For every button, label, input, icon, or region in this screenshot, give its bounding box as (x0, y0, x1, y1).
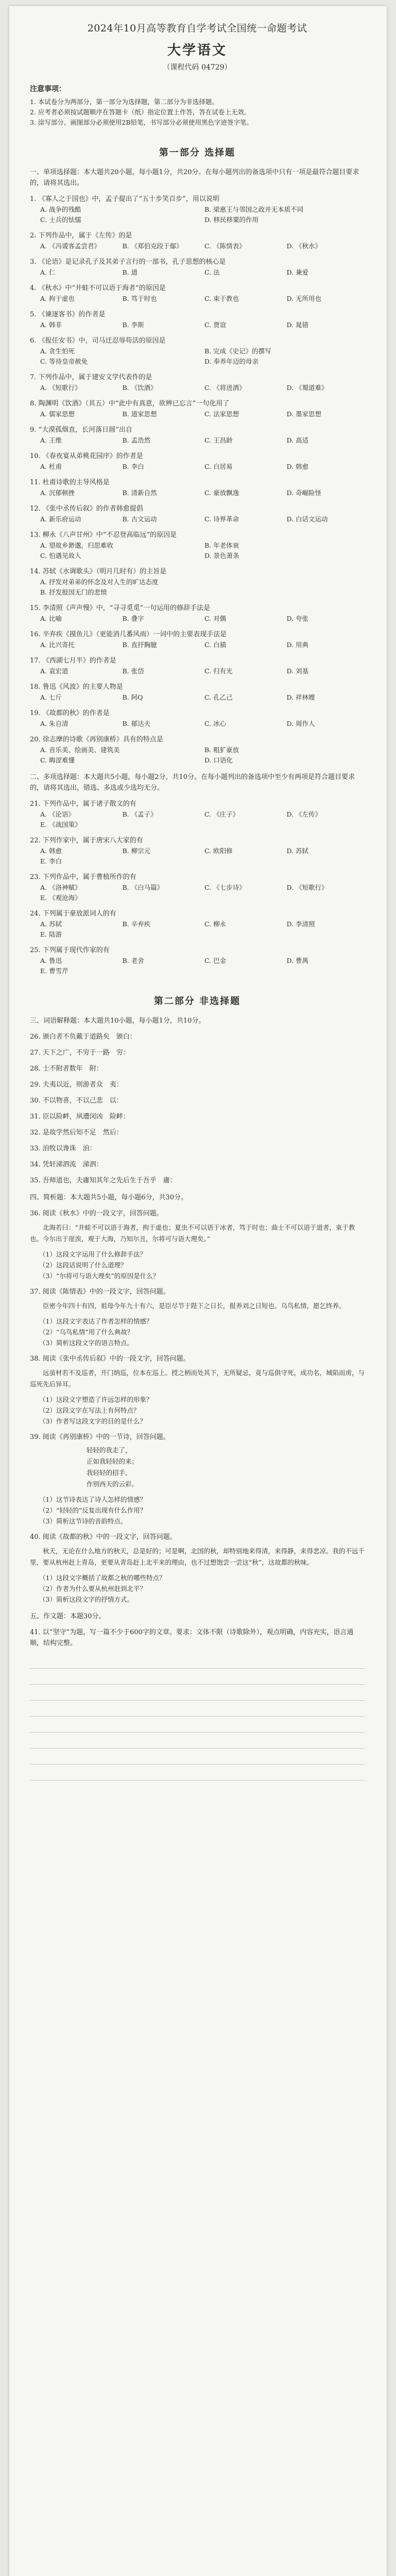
option-item: B. 阿Q (122, 693, 143, 701)
option-item: D. 《左传》 (286, 810, 322, 818)
vocab-list (30, 1031, 365, 1186)
question-stem: 15. 李清照《声声慢》中，“寻寻觅觅”一句运用的修辞手法是 (30, 604, 211, 612)
option-item: C. 诗界革命 (204, 515, 239, 523)
sub-question: （3）“尔将可与语大理矣”的原因是什么？ (39, 1272, 160, 1280)
sub-question: （3）作者写这段文字的目的是什么？ (39, 1417, 146, 1425)
sub-question: （1）这段文字运用了什么修辞手法？ (39, 1250, 146, 1258)
option-item: A. 儒家思想 (40, 410, 75, 418)
writing-lines (30, 1653, 365, 1781)
sub-question: （1）这段文字概括了故都之秋的哪些特点？ (39, 1574, 166, 1582)
option-item: C. 怕遇见故人 (40, 552, 81, 560)
analysis-stem: 36. 阅读《秋水》中的一段文字，回答问题。 (30, 1210, 163, 1217)
option-item: A. 鲁迅 (40, 957, 62, 964)
analysis-stem: 37. 阅读《陈情表》中的一段文字，回答问题。 (30, 1288, 170, 1296)
option-item: D. 兼爱 (286, 268, 309, 276)
question-item (30, 655, 365, 676)
option-item: C. 豪放飘逸 (204, 489, 239, 497)
question-item (30, 194, 365, 225)
option-item: B. 抒发报国无门的悲愤 (40, 588, 107, 596)
analysis-item (30, 1286, 365, 1348)
option-item: D. 移民移粟的作用 (204, 216, 259, 224)
writing-line (30, 1717, 365, 1733)
option-list (30, 577, 365, 598)
option-item: C. 贾谊 (204, 321, 227, 329)
option-item: B. 完成《史记》的撰写 (204, 347, 271, 355)
question-stem: 21. 下列作品中，属于诸子散文的有 (30, 800, 136, 808)
option-list (30, 692, 365, 703)
question-item (30, 566, 365, 598)
question-item (30, 335, 365, 367)
option-item: A. 《短歌行》 (40, 384, 81, 392)
option-item: A. 仁 (40, 268, 56, 276)
question-stem: 22. 下列作家中，属于唐宋八大家的有 (30, 837, 143, 844)
sub-question: （1）这段文字塑造了许远怎样的形象？ (39, 1396, 153, 1403)
question-item (30, 283, 365, 304)
question-item (30, 872, 365, 903)
option-item: B. 梁惠王与邻国之政并无本质不同 (204, 206, 304, 213)
option-item: A. 《论语》 (40, 810, 75, 818)
question-stem: 2. 下列作品中，属于《左传》的是 (30, 232, 132, 240)
vocab-text: 29. 夫夷以近，则游者众 夷： (30, 1081, 123, 1089)
option-item: A. 《洛神赋》 (40, 884, 81, 891)
option-item: B. 《孟子》 (122, 810, 157, 818)
option-item: C. 白描 (204, 641, 227, 649)
option-item: C. 归有光 (204, 667, 233, 675)
question-stem: 23. 下列作品中，属于曹植所作的有 (30, 873, 136, 881)
question-stem: 3. 《论语》是记录孔子及其弟子言行的一部书，孔子思想的核心是 (30, 258, 226, 266)
option-list (30, 462, 365, 472)
vocab-text: 31. 臣以险衅，夙遭闵凶 险衅： (30, 1113, 130, 1121)
analysis-poem (30, 1445, 365, 1490)
option-item: B. 叠字 (122, 615, 144, 622)
option-item: C. 等待皇帝赦免 (40, 358, 88, 365)
option-item: C. 《庄子》 (204, 810, 239, 818)
question-stem: 7. 下列作品中，属于建安文学代表作的是 (30, 374, 152, 381)
vocab-text: 32. 是故学然后知不足 然后： (30, 1129, 123, 1137)
option-item: C. 晦涩难懂 (40, 756, 75, 764)
option-list (30, 666, 365, 676)
option-item: D. 曹禺 (286, 957, 309, 964)
option-item: B. 老舍 (122, 957, 144, 964)
option-item: A. 拘于虚也 (40, 295, 75, 302)
analysis-passage: 北海若曰：“井蛙不可以语于海者，拘于虚也；夏虫不可以语于冰者，笃于时也；曲士不可以语于道者，束于教也。今尔出于崖涘，观于大海，乃知尔丑，尔将可与语大理矣。” (30, 1224, 355, 1243)
option-item: A. 王维 (40, 436, 62, 444)
option-item: C. 柳永 (204, 920, 227, 928)
analysis-stem: 39. 阅读《再别康桥》中的一节诗，回答问题。 (30, 1433, 170, 1441)
vocab-item (30, 1079, 365, 1090)
option-item: A. 沉郁顿挫 (40, 489, 75, 497)
writing-line (30, 1669, 365, 1685)
option-item: C. 对偶 (204, 615, 227, 622)
analysis-stem: 40. 阅读《故都的秋》中的一段文字，回答问题。 (30, 1533, 177, 1541)
analysis-passage: 远虽材若不及巡者，开门纳巡，位本在巡上。授之柄而处其下，无所疑忌，竟与巡俱守死，成功名，城陷而虏，与巡死先后异耳。 (30, 1369, 365, 1388)
option-list (30, 205, 365, 225)
writing-line (30, 1685, 365, 1701)
option-item: B. 道 (122, 268, 138, 276)
question-item (30, 603, 365, 624)
question-item (30, 835, 365, 867)
vocab-text: 35. 吾师道也，夫庸知其年之先后生于吾乎 庸： (30, 1177, 177, 1184)
question-item (30, 708, 365, 729)
analysis-stem: 38. 阅读《张中丞传后叙》中的一段文字，回答问题。 (30, 1355, 190, 1363)
question-stem: 11. 杜甫诗歌的主导风格是 (30, 479, 110, 486)
poem-line: 作别西天的云彩。 (87, 1480, 139, 1488)
option-item: A. 朱自清 (40, 720, 68, 727)
vocab-item (30, 1159, 365, 1170)
analysis-item (30, 1208, 365, 1281)
option-item: B. 年老体衰 (204, 541, 239, 549)
option-item: A. 抒发对弟弟的怀念及对人生的旷达态度 (40, 578, 159, 586)
notice-title: 注意事项： (30, 85, 66, 93)
question-item (30, 372, 365, 393)
option-item: D. 苏轼 (286, 847, 309, 855)
poem-line: 我轻轻的招手， (87, 1469, 132, 1477)
option-item: A. 韩愈 (40, 847, 62, 855)
vocab-text: 26. 颁白者不负戴于道路矣 颁白： (30, 1033, 136, 1041)
question-stem: 6. 《报任安书》中，司马迁忍辱苟活的原因是 (30, 337, 166, 345)
option-item: C. 《七步诗》 (204, 884, 246, 891)
option-item: C. 白居易 (204, 463, 233, 470)
option-item: C. 欧阳修 (204, 847, 233, 855)
option-item: D. 夸张 (286, 615, 309, 622)
option-item: A. 望故乡渺邈，归思难收 (40, 541, 113, 549)
option-item: D. 《短歌行》 (286, 884, 328, 891)
sub-question: （3）简析这节诗的音韵特点。 (39, 1517, 127, 1525)
vocab-item (30, 1111, 365, 1122)
option-list (30, 435, 365, 446)
option-item: B. 笃于时也 (122, 295, 157, 302)
option-item: A. 音乐美、绘画美、建筑美 (40, 746, 120, 754)
question-stem: 16. 辛弃疾《摸鱼儿》（更能消几番风雨）一词中的主要表现手法是 (30, 631, 227, 638)
option-item: C. 孔乙己 (204, 693, 233, 701)
option-item: C. 《陈情表》 (204, 242, 246, 250)
option-list (30, 719, 365, 729)
option-item: A. 贪生怕死 (40, 347, 75, 355)
option-list (30, 846, 365, 867)
option-list (30, 883, 365, 903)
option-item: C. 法 (204, 268, 220, 276)
option-list (30, 267, 365, 278)
analysis-passage: 秋天，无论在什么地方的秋天，总是好的；可是啊，北国的秋，却特别地来得清，来得静，来得悲凉。我的不远千里，要从杭州赶上青岛，更要从青岛赶上北平来的理由，也不过想饱尝一尝这“秋”，这故都的秋味。 (30, 1547, 365, 1566)
option-item: D. 景色萧条 (204, 552, 239, 560)
question-stem: 19. 《故都的秋》的作者是 (30, 709, 110, 717)
option-item: B. 张岱 (122, 667, 144, 675)
option-list (30, 640, 365, 650)
option-list (30, 745, 365, 766)
option-item: D. 晁错 (286, 321, 309, 329)
sub-question: （2）这段话说明了什么道理？ (39, 1261, 127, 1269)
notice-list (30, 97, 365, 128)
poem-line: 轻轻的我走了， (87, 1446, 132, 1454)
question-item (30, 945, 365, 976)
sub-question: （3）简析这段文字的抒情方式。 (39, 1596, 133, 1603)
writing-line (30, 1653, 365, 1669)
option-item: D. 韩愈 (286, 463, 309, 470)
option-item: D. 《秋水》 (286, 242, 322, 250)
option-item: D. 高适 (286, 436, 309, 444)
writing-line (30, 1733, 365, 1749)
vocab-item (30, 1127, 365, 1138)
question-item (30, 908, 365, 940)
option-item: A. 战争的残酷 (40, 206, 81, 213)
question-item (30, 398, 365, 419)
option-item: C. 法家思想 (204, 410, 239, 418)
exam-paper (9, 6, 387, 2576)
notice-item: 1. 本试卷分为两部分，第一部分为选择题，第二部分为非选择题。 (30, 98, 218, 106)
option-item: B. 《饮酒》 (122, 384, 157, 392)
paper-content (30, 21, 365, 1781)
part1-title: 第一部分 选择题 (159, 147, 236, 158)
option-item: C. 束于教也 (204, 295, 239, 302)
question-stem: 25. 下列属于现代作家的有 (30, 946, 110, 954)
option-list (30, 383, 365, 393)
question-stem: 24. 下列属于豪放派词人的有 (30, 910, 116, 918)
option-item: D. 口语化 (204, 756, 233, 764)
question-stem: 4. 《秋水》中“井蛙不可以语于海者”的原因是 (30, 284, 166, 292)
vocab-item (30, 1143, 365, 1154)
vocab-item (30, 1031, 365, 1042)
option-list (30, 241, 365, 251)
option-item: B. 清新自然 (122, 489, 157, 497)
vocab-item (30, 1175, 365, 1186)
option-item: B. 《郑伯克段于鄢》 (122, 242, 183, 250)
option-item: C. 冰心 (204, 720, 227, 727)
sub-question: （2）“轻轻的”反复出现有什么作用？ (39, 1506, 147, 1514)
sub-question: （2）这段文字在写法上有何特点？ (39, 1406, 140, 1414)
option-item: B. 柳宗元 (122, 847, 151, 855)
question-stem: 20. 徐志摩的诗歌《再别康桥》具有的特点是 (30, 736, 163, 743)
vocab-text: 34. 凭轩涕泗流 涕泗： (30, 1161, 103, 1168)
question-item (30, 530, 365, 561)
sub-question: （2）“乌鸟私情”用了什么典故？ (39, 1328, 134, 1336)
option-item: E. 陆游 (40, 930, 62, 938)
question-stem: 13. 柳永《八声甘州》中“不忍登高临远”的原因是 (30, 531, 177, 539)
option-item: B. 直抒胸臆 (122, 641, 157, 649)
analysis-passage: 臣密今年四十有四，祖母今年九十有六，是臣尽节于陛下之日长，报养刘之日短也。乌鸟私情，愿乞终养。 (43, 1302, 346, 1310)
option-item: A. 苏轼 (40, 920, 62, 928)
option-item: D. 祥林嫂 (286, 693, 315, 701)
option-item: B. 古文运动 (122, 515, 157, 523)
option-item: E. 曹雪芹 (40, 967, 68, 975)
vocab-item (30, 1095, 365, 1106)
option-list (30, 320, 365, 330)
option-item: B. 《白马篇》 (122, 884, 164, 891)
question-stem: 18. 鲁迅《风波》的主要人物是 (30, 683, 123, 691)
writing-line (30, 1765, 365, 1781)
question-stem: 12. 《张中丞传后叙》的作者韩愈提倡 (30, 505, 143, 513)
question-item (30, 629, 365, 650)
option-list (30, 514, 365, 524)
option-item: D. 奉养年迈的母亲 (204, 358, 259, 365)
option-item: E. 《观沧海》 (40, 894, 81, 902)
option-item: B. 郁达夫 (122, 720, 151, 727)
option-list (30, 346, 365, 367)
option-list (30, 409, 365, 419)
section5-head: 五、作文题：本题30分。 (30, 1613, 106, 1620)
question-stem: 10. 《春夜宴从弟桃花园序》的作者是 (30, 452, 143, 460)
sub-question: （1）这段文字表达了作者怎样的情感？ (39, 1317, 153, 1325)
sub-question: （2）作者为什么要从杭州赶到北平？ (39, 1585, 146, 1592)
option-item: D. 奇崛险怪 (286, 489, 322, 497)
section4-head: 四、简析题：本大题共5小题，每小题6分，共30分。 (30, 1194, 188, 1201)
question-stem: 17. 《西湖七月半》的作者是 (30, 657, 116, 665)
option-item: C. 士兵的怯懦 (40, 216, 81, 224)
option-item: A. 比喻 (40, 615, 62, 622)
option-item: D. 无所用也 (286, 295, 322, 302)
option-item: C. 王昌龄 (204, 436, 233, 444)
option-list (30, 614, 365, 624)
section3-head: 三、词语解释题：本大题共10小题，每小题1分，共10分。 (30, 1017, 205, 1025)
vocab-item (30, 1047, 365, 1058)
option-item: B. 辛弃疾 (122, 920, 151, 928)
multiple-choice-list (30, 799, 365, 976)
option-item: A. 比兴寄托 (40, 641, 75, 649)
option-list (30, 919, 365, 940)
notice-item: 3. 涂写部分、画图部分必须使用2B铅笔，书写部分必须使用黑色字迹签字笔。 (30, 118, 253, 126)
section2-head: 二、多项选择题：本大题共5小题，每小题2分，共10分。在每小题列出的备选项中至少有两项是符合题目要求的，请将其选出，错选、多选或少选均无分。 (30, 773, 355, 792)
poem-line: 正如我轻轻的来； (87, 1458, 139, 1465)
option-item: D. 墨家思想 (286, 410, 322, 418)
question-item (30, 477, 365, 498)
option-list (30, 540, 365, 561)
analysis-item (30, 1432, 365, 1527)
essay-prompt: 41. 以“坚守”为题，写一篇不少于600字的文章。要求：文体不限（诗歌除外），观点明确，内容充实，语言通顺，结构完整。 (30, 1629, 354, 1647)
question-stem: 9. “大漠孤烟直，长河落日圆”出自 (30, 426, 132, 434)
option-list (30, 488, 365, 498)
option-item: A. 袁宏道 (40, 667, 68, 675)
option-item: D. 《蜀道难》 (286, 384, 328, 392)
option-list (30, 956, 365, 976)
subject-title: 大学语文 (167, 43, 227, 58)
option-list (30, 294, 365, 304)
option-list (30, 809, 365, 830)
option-item: B. 道家思想 (122, 410, 157, 418)
course-code: （课程代码 04729） (163, 63, 232, 72)
option-item: A. 新乐府运动 (40, 515, 81, 523)
vocab-item (30, 1063, 365, 1074)
option-item: D. 用典 (286, 641, 309, 649)
option-item: B. 李斯 (122, 321, 144, 329)
question-stem: 14. 苏轼《水调歌头》（明月几时有）的主旨是 (30, 568, 167, 575)
notice-item: 2. 应考者必须按试题顺序在答题卡（纸）指定位置上作答，答在试卷上无效。 (30, 108, 251, 116)
question-item (30, 451, 365, 472)
writing-line (30, 1701, 365, 1717)
question-stem: 8. 陶渊明《饮酒》（其五）中“此中有真意，欲辨已忘言”一句化用了 (30, 400, 230, 408)
option-item: E. 李白 (40, 857, 62, 865)
option-item: B. 李白 (122, 463, 144, 470)
option-item: A. 七斤 (40, 693, 62, 701)
question-item (30, 799, 365, 830)
section1-head: 一、单项选择题：本大题共20小题，每小题1分，共20分。在每小题列出的备选项中只有一项是最符合题目要求的，请将其选出。 (30, 168, 359, 187)
option-item: E. 《战国策》 (40, 821, 81, 828)
option-item: C. 巴金 (204, 957, 227, 964)
option-item: D. 李清照 (286, 920, 315, 928)
sub-question: （3）简析这段文字的语言特点。 (39, 1339, 133, 1347)
option-item: A. 韩非 (40, 321, 62, 329)
question-item (30, 309, 365, 330)
option-item: D. 周作人 (286, 720, 315, 727)
vocab-text: 28. 士不附者数年 附： (30, 1065, 103, 1073)
option-item: D. 刘基 (286, 667, 309, 675)
question-item (30, 257, 365, 278)
question-stem: 1. 《寡人之于国也》中，孟子提出了“五十步笑百步”，用以说明 (30, 195, 219, 203)
single-choice-list (30, 194, 365, 766)
exam-title: 2024年10月高等教育自学考试全国统一命题考试 (87, 23, 307, 34)
question-item (30, 682, 365, 703)
analysis-item (30, 1353, 365, 1427)
option-item: A. 杜甫 (40, 463, 62, 470)
vocab-text: 33. 洎牧以谗诛 洎： (30, 1145, 96, 1153)
option-item: B. 孟浩然 (122, 436, 151, 444)
question-stem: 5. 《谏逐客书》的作者是 (30, 311, 106, 318)
question-item (30, 230, 365, 251)
option-item: D. 白话文运动 (286, 515, 328, 523)
analysis-item (30, 1532, 365, 1605)
question-item (30, 425, 365, 446)
question-item (30, 503, 365, 524)
vocab-text: 27. 天下之广，不穷于一路 穷： (30, 1049, 130, 1057)
option-item: B. 粗犷豪放 (204, 746, 239, 754)
part2-title: 第二部分 非选择题 (153, 996, 241, 1007)
writing-line (30, 1749, 365, 1765)
vocab-text: 30. 不以物喜，不以己悲 以： (30, 1097, 123, 1105)
sub-question: （1）这节诗表达了诗人怎样的情感？ (39, 1496, 146, 1503)
analysis-list (30, 1208, 365, 1605)
option-item: C. 《将进酒》 (204, 384, 246, 392)
option-item: A. 《冯谖客孟尝君》 (40, 242, 100, 250)
question-item (30, 734, 365, 766)
